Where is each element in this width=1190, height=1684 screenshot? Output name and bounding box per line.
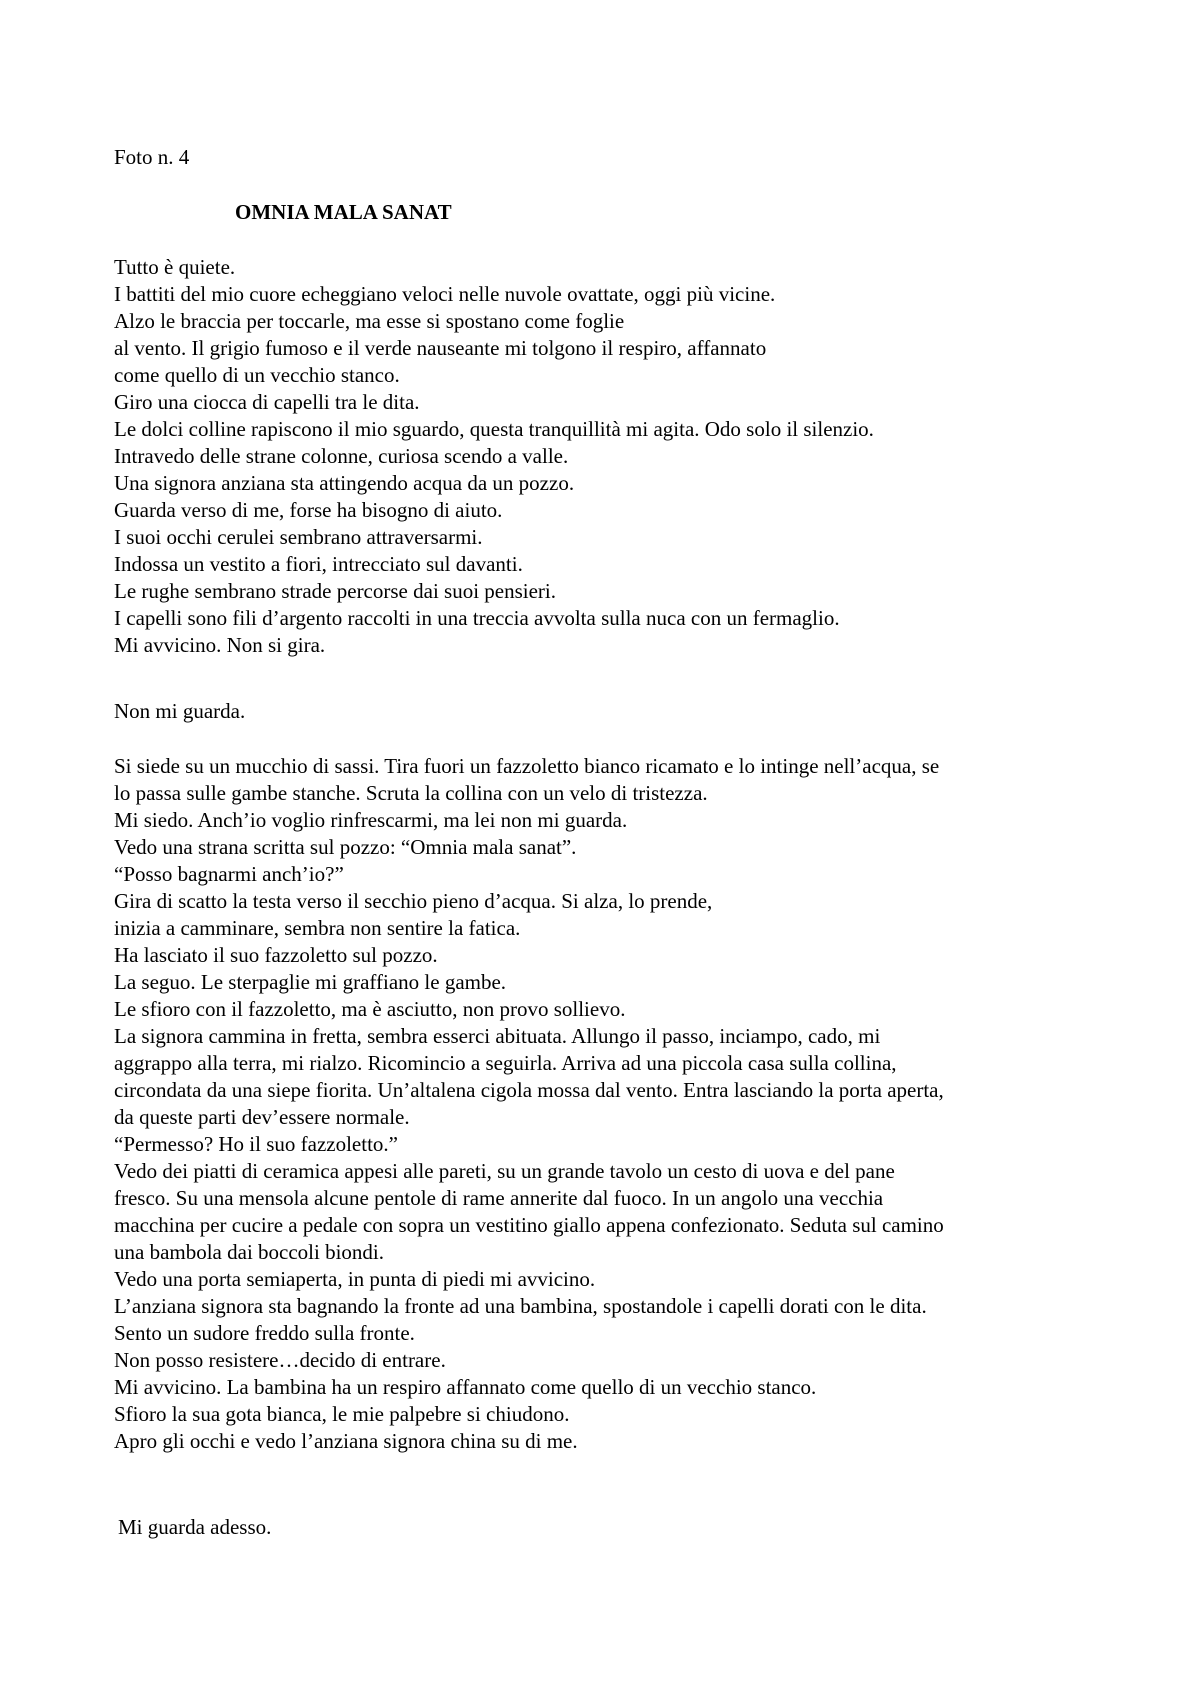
text-line: Una signora anziana sta attingendo acqua da un pozzo. (114, 471, 575, 495)
text-line: fresco. Su una mensola alcune pentole di rame annerite dal fuoco. In un angolo una vecchia (114, 1186, 884, 1210)
text-line: Si siede su un mucchio di sassi. Tira fuori un fazzoletto bianco ricamato e lo intinge nell’acqua, se (114, 754, 940, 778)
text-line: Mi siedo. Anch’io voglio rinfrescarmi, ma lei non mi guarda. (114, 808, 628, 832)
text-line: La seguo. Le sterpaglie mi graffiano le gambe. (114, 970, 507, 994)
text-line: Indossa un vestito a fiori, intrecciato sul davanti. (114, 552, 523, 576)
text-line: circondata da una siepe fiorita. Un’altalena cigola mossa dal vento. Entra lasciando la porta aperta, (114, 1078, 944, 1102)
text-line: Tutto è quiete. (114, 255, 236, 279)
text-line: Alzo le braccia per toccarle, ma esse si spostano come foglie (114, 309, 625, 333)
text-line: Le rughe sembrano strade percorse dai suoi pensieri. (114, 579, 557, 603)
text-line: Vedo una porta semiaperta, in punta di piedi mi avvicino. (114, 1267, 596, 1291)
text-line: Mi avvicino. Non si gira. (114, 633, 326, 657)
text-line: lo passa sulle gambe stanche. Scruta la collina con un velo di tristezza. (114, 781, 708, 805)
text-line: I capelli sono fili d’argento raccolti in una treccia avvolta sulla nuca con un fermaglio. (114, 606, 840, 630)
text-line: Vedo dei piatti di ceramica appesi alle pareti, su un grande tavolo un cesto di uova e del pane (114, 1159, 895, 1183)
text-line: da queste parti dev’essere normale. (114, 1105, 410, 1129)
text-line: Gira di scatto la testa verso il secchio pieno d’acqua. Si alza, lo prende, (114, 889, 713, 913)
text-line: “Posso bagnarmi anch’io?” (114, 862, 344, 886)
story-title: OMNIA MALA SANAT (235, 200, 452, 224)
text-line: inizia a camminare, sembra non sentire la fatica. (114, 916, 521, 940)
text-line: Vedo una strana scritta sul pozzo: “Omnia mala sanat”. (114, 835, 577, 859)
text-line: I battiti del mio cuore echeggiano veloci nelle nuvole ovattate, oggi più vicine. (114, 282, 776, 306)
text-line: come quello di un vecchio stanco. (114, 363, 400, 387)
text-line: una bambola dai boccoli biondi. (114, 1240, 385, 1264)
text-line: Sfioro la sua gota bianca, le mie palpebre si chiudono. (114, 1402, 570, 1426)
text-line: I suoi occhi cerulei sembrano attraversarmi. (114, 525, 483, 549)
paragraph-non-mi-guarda: Non mi guarda. (114, 699, 246, 723)
text-line: Le dolci colline rapiscono il mio sguardo, questa tranquillità mi agita. Odo solo il silenzio. (114, 417, 874, 441)
text-line: Mi avvicino. La bambina ha un respiro affannato come quello di un vecchio stanco. (114, 1375, 817, 1399)
text-line: Sento un sudore freddo sulla fronte. (114, 1321, 415, 1345)
paragraph-main (114, 753, 944, 1455)
text-line: Apro gli occhi e vedo l’anziana signora china su di me. (114, 1429, 578, 1453)
text-line: Non posso resistere…decido di entrare. (114, 1348, 446, 1372)
text-line: Guarda verso di me, forse ha bisogno di aiuto. (114, 498, 503, 522)
text-line: Ha lasciato il suo fazzoletto sul pozzo. (114, 943, 438, 967)
paragraph-closing: Mi guarda adesso. (118, 1515, 272, 1539)
text-line: Intravedo delle strane colonne, curiosa scendo a valle. (114, 444, 569, 468)
text-line: al vento. Il grigio fumoso e il verde nauseante mi tolgono il respiro, affannato (114, 336, 767, 360)
paragraph-opening (114, 254, 874, 659)
photo-label: Foto n. 4 (114, 145, 190, 169)
text-line: aggrappo alla terra, mi rialzo. Ricomincio a seguirla. Arriva ad una piccola casa sulla collina, (114, 1051, 897, 1075)
text-line: macchina per cucire a pedale con sopra un vestitino giallo appena confezionato. Seduta sul camino (114, 1213, 944, 1237)
text-line: L’anziana signora sta bagnando la fronte ad una bambina, spostandole i capelli dorati con le dita. (114, 1294, 927, 1318)
text-line: Giro una ciocca di capelli tra le dita. (114, 390, 420, 414)
text-line: “Permesso? Ho il suo fazzoletto.” (114, 1132, 398, 1156)
text-line: Le sfioro con il fazzoletto, ma è asciutto, non provo sollievo. (114, 997, 626, 1021)
text-line: La signora cammina in fretta, sembra esserci abituata. Allungo il passo, inciampo, cado, mi (114, 1024, 881, 1048)
